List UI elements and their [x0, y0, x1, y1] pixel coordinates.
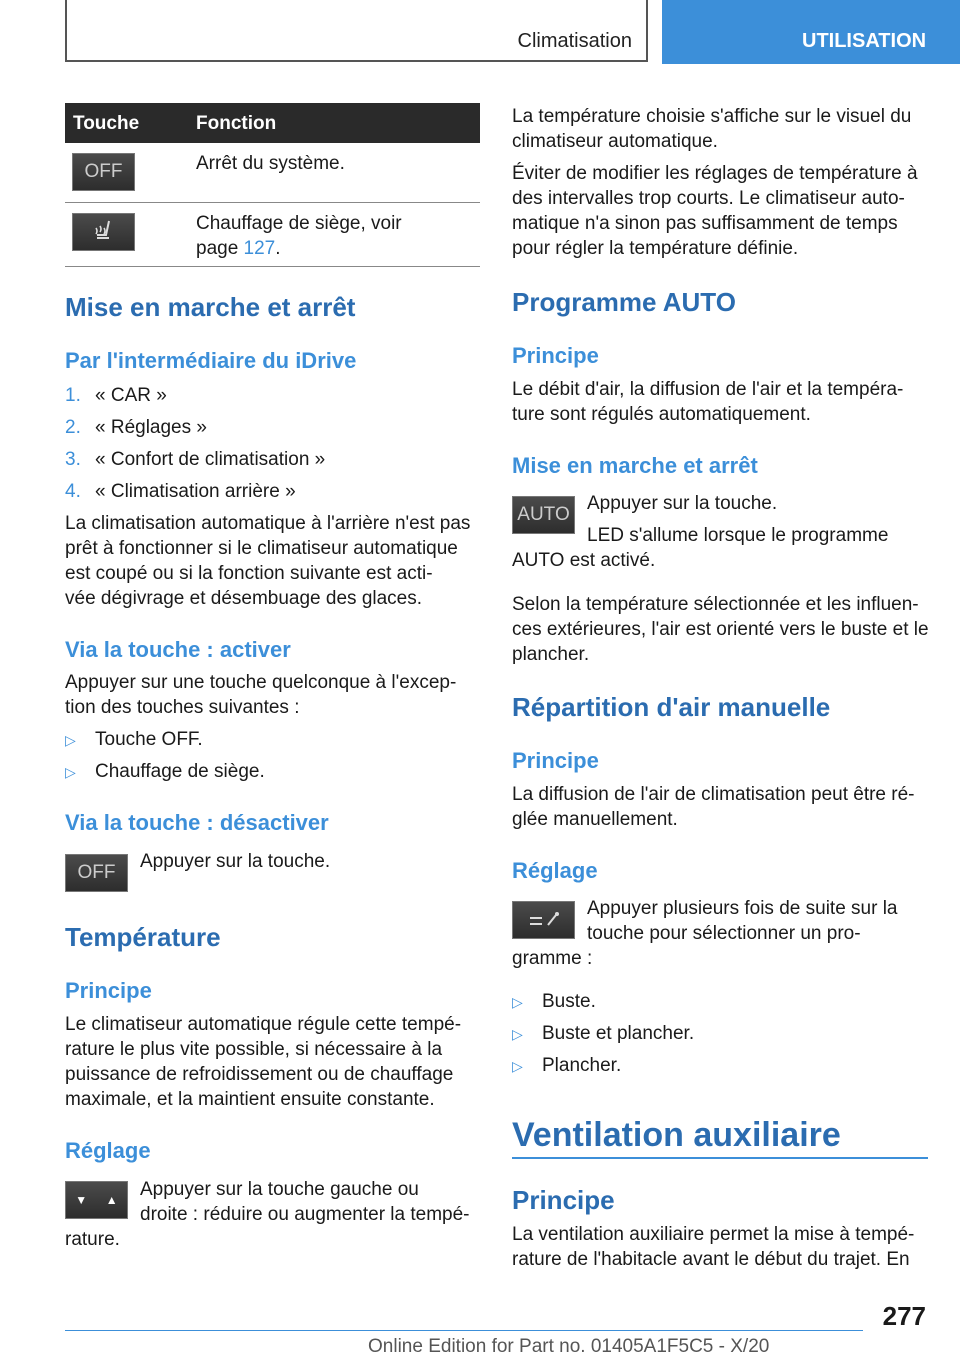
paragraph: Selon la température sélectionnée et les influen‐ ces extérieures, l'air est orienté vers le buste et le plancher. — [512, 594, 929, 665]
paragraph: Le climatiseur automatique régule cette tempé‐ rature le plus vite possible, si nécessaire à la puissance de refroidissement ou de chauffage maximale, et la maintient ensuite constante. — [65, 1014, 462, 1110]
list-item: ▷ Touche OFF. — [65, 727, 265, 759]
table-header — [65, 103, 480, 143]
triangle-bullet-icon: ▷ — [512, 1026, 523, 1042]
heading-ventilation-auxiliaire: Ventilation auxiliaire — [512, 1116, 841, 1154]
air-distribution-key-icon — [512, 901, 575, 939]
paragraph: Appuyer plusieurs fois de suite sur la touche pour sélectionner un pro‐ — [587, 898, 898, 944]
heading-mise-en-marche: Mise en marche et arrêt — [65, 292, 356, 322]
section-rule — [512, 1157, 928, 1159]
paragraph: Appuyer sur la touche. — [587, 493, 778, 514]
header-section-title: Climatisation — [517, 30, 632, 52]
list-item: 1. « CAR » — [65, 385, 167, 406]
list-item: 4. « Climatisation arrière » — [65, 481, 296, 502]
header-section-box — [65, 0, 648, 62]
paragraph: gramme : — [512, 948, 593, 969]
paragraph: Le débit d'air, la diffusion de l'air et la tempéra‐ ture sont régulés automatiquement. — [512, 379, 904, 425]
footer-rule — [65, 1330, 863, 1331]
paragraph: La climatisation automatique à l'arrière n'est pas prêt à fonctionner si le climatiseur automatique est coupé ou si la fonction suivante est acti‐ vée dégivrage et désembuage des glaces. — [65, 513, 471, 609]
paragraph: Appuyer sur une touche quelconque à l'excep‐ tion des touches suivantes : — [65, 672, 457, 718]
heading-principe: Principe — [512, 1185, 615, 1215]
page-link[interactable]: 127 — [243, 238, 276, 259]
heading-programme-auto: Programme AUTO — [512, 287, 736, 317]
heading-reglage: Réglage — [512, 858, 598, 883]
reglage-bullet-list — [512, 989, 694, 1085]
list-item: ▷ Chauffage de siège. — [65, 759, 265, 791]
auto-key-icon: AUTO — [512, 496, 575, 534]
table-col-touche: Touche — [73, 113, 140, 134]
paragraph: LED s'allume lorsque le programme — [587, 525, 889, 546]
header-chapter-tab: UTILISATION — [662, 0, 960, 64]
heading-activer: Via la touche : activer — [65, 637, 291, 662]
heading-desactiver: Via la touche : désactiver — [65, 810, 329, 835]
page-number: 277 — [882, 1301, 926, 1331]
footer-edition: Online Edition for Part no. 01405A1F5C5 - X/20 — [368, 1336, 770, 1357]
paragraph: Appuyer sur la touche. — [140, 851, 331, 872]
arrow-up-icon: ▲ — [105, 1193, 118, 1207]
list-item: ▷ Plancher. — [512, 1053, 694, 1085]
off-key-icon: OFF — [72, 153, 135, 191]
table-col-fonction: Fonction — [196, 113, 277, 134]
triangle-bullet-icon: ▷ — [65, 764, 76, 780]
paragraph: Appuyer sur la touche gauche ou droite : réduire ou augmenter la tempé‐ — [140, 1179, 470, 1225]
table-bottom-divider — [65, 266, 480, 267]
paragraph: La température choisie s'affiche sur le visuel du climatiseur automatique. — [512, 106, 912, 152]
list-item: 2. « Réglages » — [65, 417, 207, 438]
table-row-divider — [65, 202, 480, 203]
paragraph: Éviter de modifier les réglages de température à des intervalles trop courts. Le climatiseur auto‐ matique n'a sinon pas suffisamment de temps pour régler la température définie. — [512, 163, 918, 259]
idrive-steps-list — [65, 383, 325, 511]
off-key-icon: OFF — [65, 854, 128, 892]
arrow-down-icon: ▼ — [75, 1193, 88, 1207]
table-row-text: Arrêt du système. — [196, 153, 345, 174]
heading-mise-en-marche: Mise en marche et arrêt — [512, 453, 758, 478]
list-item: ▷ Buste et plancher. — [512, 1021, 694, 1053]
list-item: ▷ Buste. — [512, 989, 694, 1021]
heading-principe: Principe — [512, 343, 599, 368]
heading-idrive: Par l'intermédiaire du iDrive — [65, 348, 357, 373]
paragraph: AUTO est activé. — [512, 550, 656, 571]
triangle-bullet-icon: ▷ — [512, 994, 523, 1010]
heading-principe: Principe — [512, 748, 599, 773]
paragraph: La ventilation auxiliaire permet la mise à tempé‐ rature de l'habitacle avant le début du trajet. En — [512, 1224, 915, 1270]
heading-repartition: Répartition d'air manuelle — [512, 692, 831, 722]
paragraph: rature. — [65, 1229, 120, 1250]
heading-temperature: Température — [65, 922, 221, 952]
triangle-bullet-icon: ▷ — [512, 1058, 523, 1074]
paragraph: La diffusion de l'air de climatisation peut être ré‐ glée manuellement. — [512, 784, 915, 830]
table-row-text: Chauffage de siège, voir page 127. — [196, 213, 402, 259]
temperature-updown-key-icon — [65, 1181, 128, 1219]
heading-principe: Principe — [65, 978, 152, 1003]
heading-reglage: Réglage — [65, 1138, 151, 1163]
list-item: 3. « Confort de climatisation » — [65, 449, 326, 470]
activer-bullet-list — [65, 727, 265, 791]
triangle-bullet-icon: ▷ — [65, 732, 76, 748]
seat-heating-icon — [72, 213, 135, 251]
